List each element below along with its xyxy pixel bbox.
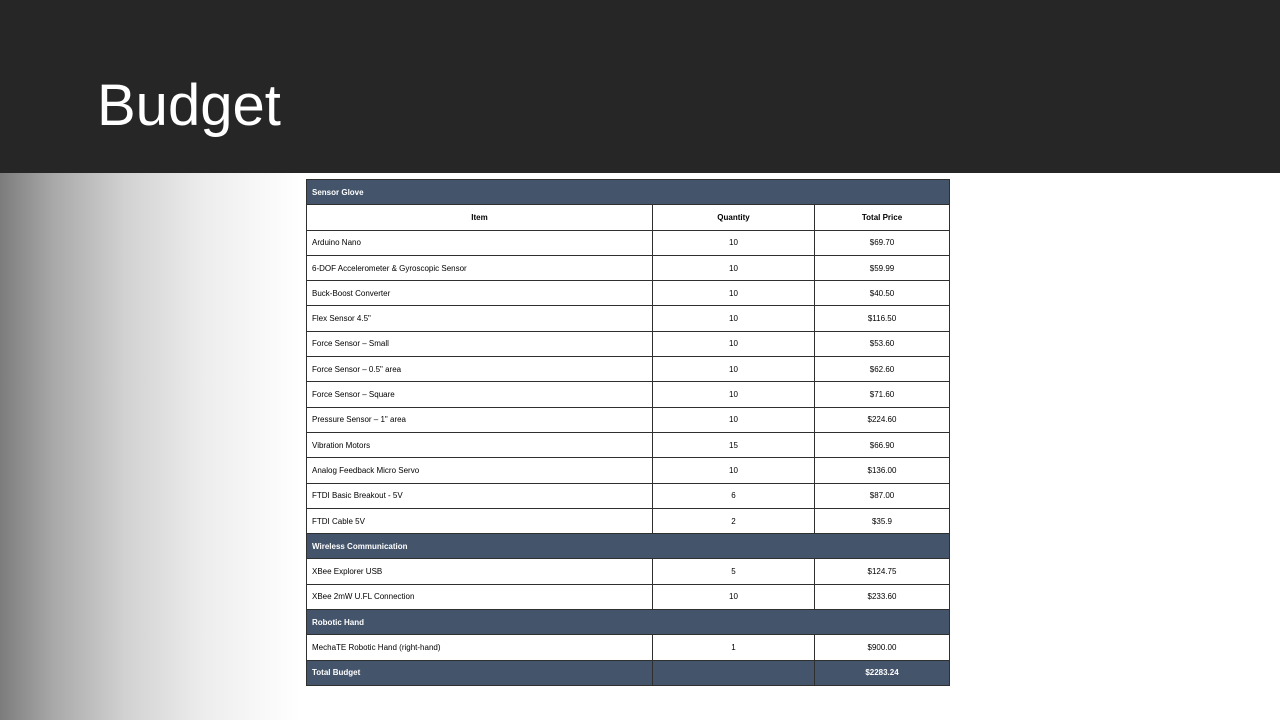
price-cell: $87.00 xyxy=(815,483,950,508)
table-row xyxy=(307,584,950,609)
price-cell: $35.9 xyxy=(815,508,950,533)
table-row xyxy=(307,508,950,533)
table-row xyxy=(307,306,950,331)
quantity-cell: 10 xyxy=(653,230,815,255)
price-cell: $233.60 xyxy=(815,584,950,609)
section-title: Robotic Hand xyxy=(307,610,950,635)
table-row xyxy=(307,432,950,457)
item-cell: Force Sensor – Square xyxy=(307,382,653,407)
price-cell: $40.50 xyxy=(815,281,950,306)
item-cell: FTDI Cable 5V xyxy=(307,508,653,533)
table-row xyxy=(307,230,950,255)
item-cell: Force Sensor – Small xyxy=(307,331,653,356)
table-row xyxy=(307,281,950,306)
total-budget-row xyxy=(307,660,950,685)
budget-table xyxy=(306,179,950,686)
item-cell: 6-DOF Accelerometer & Gyroscopic Sensor xyxy=(307,255,653,280)
quantity-cell: 5 xyxy=(653,559,815,584)
item-cell: XBee Explorer USB xyxy=(307,559,653,584)
section-row-robotic-hand xyxy=(307,610,950,635)
quantity-cell: 10 xyxy=(653,584,815,609)
table-row xyxy=(307,483,950,508)
table-row xyxy=(307,559,950,584)
table-row xyxy=(307,255,950,280)
slide-title: Budget xyxy=(97,73,281,138)
price-cell: $66.90 xyxy=(815,432,950,457)
item-cell: Arduino Nano xyxy=(307,230,653,255)
price-cell: $124.75 xyxy=(815,559,950,584)
table-row xyxy=(307,407,950,432)
total-budget-empty-cell xyxy=(653,660,815,685)
section-title: Wireless Communication xyxy=(307,534,950,559)
column-header-item: Item xyxy=(307,205,653,230)
item-cell: FTDI Basic Breakout - 5V xyxy=(307,483,653,508)
quantity-cell: 6 xyxy=(653,483,815,508)
item-cell: XBee 2mW U.FL Connection xyxy=(307,584,653,609)
quantity-cell: 10 xyxy=(653,306,815,331)
total-budget-value: $2283.24 xyxy=(815,660,950,685)
column-header-total-price: Total Price xyxy=(815,205,950,230)
section-row-sensor-glove xyxy=(307,180,950,205)
table-row xyxy=(307,331,950,356)
price-cell: $69.70 xyxy=(815,230,950,255)
quantity-cell: 10 xyxy=(653,255,815,280)
price-cell: $53.60 xyxy=(815,331,950,356)
quantity-cell: 10 xyxy=(653,407,815,432)
item-cell: Buck-Boost Converter xyxy=(307,281,653,306)
quantity-cell: 10 xyxy=(653,458,815,483)
quantity-cell: 15 xyxy=(653,432,815,457)
quantity-cell: 10 xyxy=(653,357,815,382)
total-budget-label: Total Budget xyxy=(307,660,653,685)
table-header-row xyxy=(307,205,950,230)
table-row xyxy=(307,382,950,407)
quantity-cell: 2 xyxy=(653,508,815,533)
item-cell: Force Sensor – 0.5" area xyxy=(307,357,653,382)
item-cell: Flex Sensor 4.5" xyxy=(307,306,653,331)
price-cell: $62.60 xyxy=(815,357,950,382)
item-cell: Vibration Motors xyxy=(307,432,653,457)
side-gradient-decoration xyxy=(0,173,300,720)
price-cell: $136.00 xyxy=(815,458,950,483)
section-row-wireless-communication xyxy=(307,534,950,559)
quantity-cell: 10 xyxy=(653,281,815,306)
item-cell: MechaTE Robotic Hand (right-hand) xyxy=(307,635,653,660)
quantity-cell: 10 xyxy=(653,331,815,356)
column-header-quantity: Quantity xyxy=(653,205,815,230)
price-cell: $59.99 xyxy=(815,255,950,280)
price-cell: $116.50 xyxy=(815,306,950,331)
table-row xyxy=(307,458,950,483)
table-row xyxy=(307,357,950,382)
price-cell: $71.60 xyxy=(815,382,950,407)
title-bar xyxy=(0,0,1280,173)
price-cell: $900.00 xyxy=(815,635,950,660)
item-cell: Analog Feedback Micro Servo xyxy=(307,458,653,483)
quantity-cell: 10 xyxy=(653,382,815,407)
table-row xyxy=(307,635,950,660)
item-cell: Pressure Sensor – 1" area xyxy=(307,407,653,432)
section-title: Sensor Glove xyxy=(307,180,950,205)
quantity-cell: 1 xyxy=(653,635,815,660)
price-cell: $224.60 xyxy=(815,407,950,432)
